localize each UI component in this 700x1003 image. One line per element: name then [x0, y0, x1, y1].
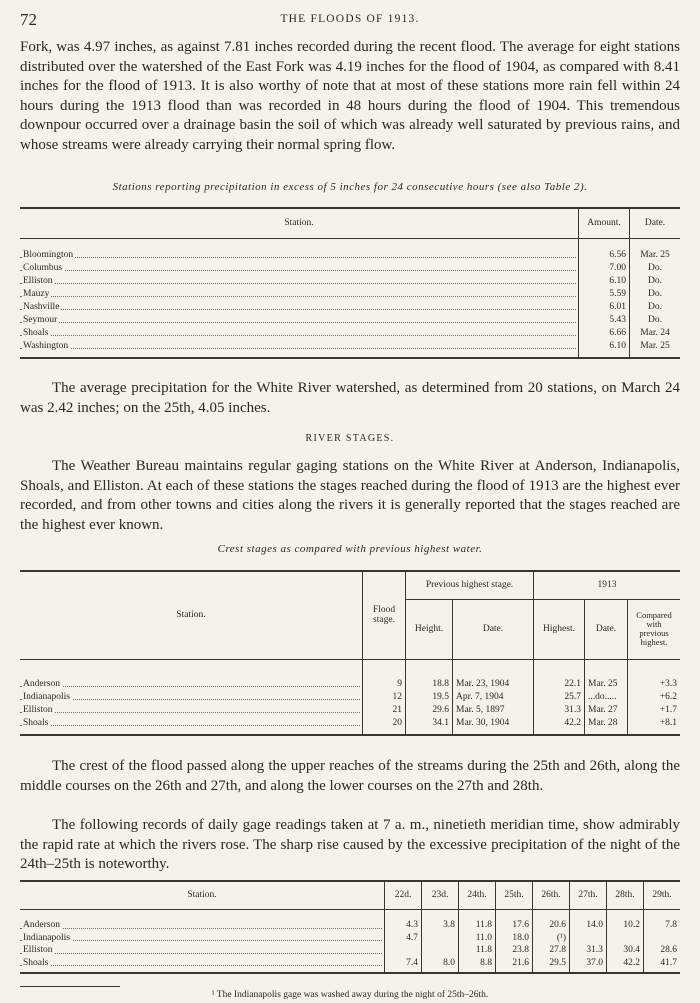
station-cell: [20, 690, 363, 703]
amount-cell: 6.66: [579, 326, 630, 339]
gage-reading-cell: [422, 932, 459, 945]
previous-height-cell: 29.6: [406, 703, 453, 716]
table3-row: [20, 919, 680, 932]
table2-header-date: Date.: [453, 599, 534, 659]
gage-reading-cell: 21.6: [496, 957, 533, 970]
table3-row: [20, 957, 680, 970]
table2-row: [20, 716, 680, 729]
station-name: Nashville: [23, 301, 60, 312]
date-cell: Do.: [630, 300, 681, 313]
paragraph-rainfall-comparison: Fork, was 4.97 inches, as against 7.81 inches recorded during the recent flood. The average for eight stations distributed over the watershed of the East Fork was 4.19 inches for the flood of 1904, as compared with 8.41 inches for the flood of 1913. It is also worthy of note that at most of these stations more rain fell within 24 hours during the 1913 flood than was recorded in 48 hours during the flood of 1904. This tremendous downpour occurred over a drainage basin the soil of which was already well saturated by previous rains, and whose streams were already carrying their normal spring flow.: [20, 39, 680, 153]
table2-header-station: Station.: [20, 571, 363, 659]
table2-row: [20, 677, 680, 690]
station-name: Washington: [23, 340, 69, 351]
table2-header-date-1913: Date.: [585, 599, 628, 659]
table1-row: [20, 339, 680, 352]
footnote-rule: [20, 986, 120, 987]
date-cell: Mar. 25: [630, 339, 681, 352]
station-name: Indianapolis: [23, 932, 70, 943]
compared-cell: +1.7: [628, 703, 681, 716]
gage-reading-cell: 7.8: [644, 919, 681, 932]
gage-reading-cell: 7.4: [385, 957, 422, 970]
station-cell: [20, 716, 363, 729]
flood-stage-cell: 20: [363, 716, 406, 729]
gage-reading-cell: 11.8: [459, 919, 496, 932]
station-cell: [20, 944, 385, 957]
date-cell: Mar. 25: [630, 248, 681, 261]
amount-cell: 7.00: [579, 261, 630, 274]
station-cell: [20, 300, 579, 313]
table3-header-day: 27th.: [570, 881, 607, 909]
date-cell: Do.: [630, 287, 681, 300]
date-1913-cell: Mar. 27: [585, 703, 628, 716]
gage-reading-cell: 41.7: [644, 957, 681, 970]
station-name: Bloomington: [23, 249, 74, 260]
table2-row: [20, 703, 680, 716]
station-name: Columbus: [23, 262, 63, 273]
table1-row: [20, 326, 680, 339]
date-1913-cell: Mar. 25: [585, 677, 628, 690]
station-cell: [20, 287, 579, 300]
table2-header-year: 1913: [534, 571, 681, 599]
gage-reading-cell: 23.8: [496, 944, 533, 957]
previous-date-cell: Mar. 30, 1904: [453, 716, 534, 729]
date-cell: Do.: [630, 313, 681, 326]
highest-1913-cell: 42.2: [534, 716, 585, 729]
table3-header-day: 25th.: [496, 881, 533, 909]
gage-reading-cell: 11.8: [459, 944, 496, 957]
paragraph-gaging-stations: The Weather Bureau maintains regular gaging stations on the White River at Anderson, Indianapolis, Shoals, and Elliston. At each of these stations the stages reached during the flood of 1913 are the highest ever recorded, and from other towns and cities along the rivers it is generally reported that the stages reached are the highest ever known.: [20, 458, 680, 533]
precipitation-table: [20, 207, 680, 359]
table1-row: [20, 261, 680, 274]
station-cell: [20, 703, 363, 716]
date-cell: Do.: [630, 261, 681, 274]
station-name: Indianapolis: [23, 691, 70, 702]
table1-row: [20, 313, 680, 326]
table3-row: [20, 944, 680, 957]
table3-header-day: 29th.: [644, 881, 681, 909]
table3-header-station: Station.: [20, 881, 385, 909]
station-cell: [20, 261, 579, 274]
amount-cell: 6.10: [579, 274, 630, 287]
gage-reading-cell: 20.6: [533, 919, 570, 932]
gage-reading-cell: 17.6: [496, 919, 533, 932]
compared-cell: +3.3: [628, 677, 681, 690]
amount-cell: 6.01: [579, 300, 630, 313]
table1-header-amount: Amount.: [579, 208, 630, 238]
gage-reading-cell: 4.7: [385, 932, 422, 945]
paragraph-average-precipitation: The average precipitation for the White River watershed, as determined from 20 stations, on March 24 was 2.42 inches; on the 25th, 4.05 inches.: [20, 380, 680, 416]
highest-1913-cell: 22.1: [534, 677, 585, 690]
station-cell: [20, 313, 579, 326]
date-1913-cell: Mar. 28: [585, 716, 628, 729]
table1-row: [20, 287, 680, 300]
station-name: Shoals: [23, 717, 49, 728]
gage-reading-cell: 29.5: [533, 957, 570, 970]
table3-header-day: 28th.: [607, 881, 644, 909]
paragraph-crest-passage: The crest of the flood passed along the upper reaches of the streams during the 25th and 26th, along the middle courses on the 26th and 27th, and along the lower courses on the 27th and 28th.: [20, 758, 680, 794]
station-cell: [20, 248, 579, 261]
station-cell: [20, 274, 579, 287]
table2-header-flood-stage: Flood stage.: [363, 571, 406, 659]
previous-height-cell: 34.1: [406, 716, 453, 729]
previous-date-cell: Mar. 5, 1897: [453, 703, 534, 716]
table2-header-height: Height.: [406, 599, 453, 659]
flood-stage-cell: 12: [363, 690, 406, 703]
gage-reading-cell: [644, 932, 681, 945]
amount-cell: 6.56: [579, 248, 630, 261]
previous-height-cell: 19.5: [406, 690, 453, 703]
table1-row: [20, 274, 680, 287]
station-cell: [20, 919, 385, 932]
gage-reading-cell: 3.8: [422, 919, 459, 932]
paragraph-daily-readings: The following records of daily gage readings taken at 7 a. m., ninetieth meridian time, show admirably the rapid rate at which the rivers rose. The sharp rise caused by the excessive precipitation of the night of the 24th–25th is noteworthy.: [20, 817, 680, 873]
previous-height-cell: 18.8: [406, 677, 453, 690]
station-name: Elliston: [23, 275, 53, 286]
station-name: Shoals: [23, 957, 49, 968]
crest-stages-table: [20, 570, 680, 736]
gage-reading-cell: 31.3: [570, 944, 607, 957]
table1-caption: Stations reporting precipitation in excess of 5 inches for 24 consecutive hours (see also Table 2).: [112, 181, 588, 193]
station-cell: [20, 957, 385, 970]
compared-cell: +8.1: [628, 716, 681, 729]
page-number: 72: [20, 10, 37, 29]
gage-reading-cell: 42.2: [607, 957, 644, 970]
amount-cell: 5.43: [579, 313, 630, 326]
gage-reading-cell: 30.4: [607, 944, 644, 957]
table3-header-day: 22d.: [385, 881, 422, 909]
table2-header-previous: Previous highest stage.: [406, 571, 534, 599]
station-name: Anderson: [23, 920, 60, 931]
amount-cell: 5.59: [579, 287, 630, 300]
station-name: Mauzy: [23, 288, 50, 299]
station-cell: [20, 339, 579, 352]
compared-cell: +6.2: [628, 690, 681, 703]
table3-header-day: 23d.: [422, 881, 459, 909]
date-cell: Do.: [630, 274, 681, 287]
gage-reading-cell: (¹): [533, 932, 570, 945]
gage-reading-cell: 8.8: [459, 957, 496, 970]
table2-caption: Crest stages as compared with previous highest water.: [217, 543, 483, 555]
gage-reading-cell: 10.2: [607, 919, 644, 932]
station-cell: [20, 932, 385, 945]
running-head: THE FLOODS OF 1913.: [280, 13, 420, 25]
station-cell: [20, 677, 363, 690]
amount-cell: 6.10: [579, 339, 630, 352]
table3-row: [20, 932, 680, 945]
gage-reading-cell: 37.0: [570, 957, 607, 970]
table1-row: [20, 248, 680, 261]
station-name: Elliston: [23, 704, 53, 715]
date-cell: Mar. 24: [630, 326, 681, 339]
station-name: Elliston: [23, 945, 53, 956]
gage-reading-cell: 8.0: [422, 957, 459, 970]
gage-reading-cell: 28.6: [644, 944, 681, 957]
section-heading-river-stages: RIVER STAGES.: [305, 433, 395, 444]
table2-header-highest: Highest.: [534, 599, 585, 659]
gage-reading-cell: [570, 932, 607, 945]
table2-row: [20, 690, 680, 703]
previous-date-cell: Apr. 7, 1904: [453, 690, 534, 703]
date-1913-cell: ...do.....: [585, 690, 628, 703]
flood-stage-cell: 9: [363, 677, 406, 690]
gage-reading-cell: 18.0: [496, 932, 533, 945]
footnote: ¹ The Indianapolis gage was washed away during the night of 25th–26th.: [211, 990, 489, 1000]
station-name: Shoals: [23, 327, 49, 338]
highest-1913-cell: 31.3: [534, 703, 585, 716]
page-header: [20, 10, 680, 30]
flood-stage-cell: 21: [363, 703, 406, 716]
gage-reading-cell: 14.0: [570, 919, 607, 932]
gage-reading-cell: [385, 944, 422, 957]
gage-reading-cell: [422, 944, 459, 957]
table2-header-compared: Compared with previous highest.: [628, 599, 681, 659]
gage-reading-cell: [607, 932, 644, 945]
highest-1913-cell: 25.7: [534, 690, 585, 703]
previous-date-cell: Mar. 23, 1904: [453, 677, 534, 690]
table3-header-day: 26th.: [533, 881, 570, 909]
table1-row: [20, 300, 680, 313]
table1-header-station: Station.: [20, 208, 579, 238]
station-cell: [20, 326, 579, 339]
table3-header-day: 24th.: [459, 881, 496, 909]
gage-reading-cell: 4.3: [385, 919, 422, 932]
table1-header-date: Date.: [630, 208, 681, 238]
station-name: Seymour: [23, 314, 58, 325]
station-name: Anderson: [23, 678, 60, 689]
gage-reading-cell: 11.0: [459, 932, 496, 945]
gage-reading-cell: 27.8: [533, 944, 570, 957]
daily-gage-table: [20, 880, 680, 974]
